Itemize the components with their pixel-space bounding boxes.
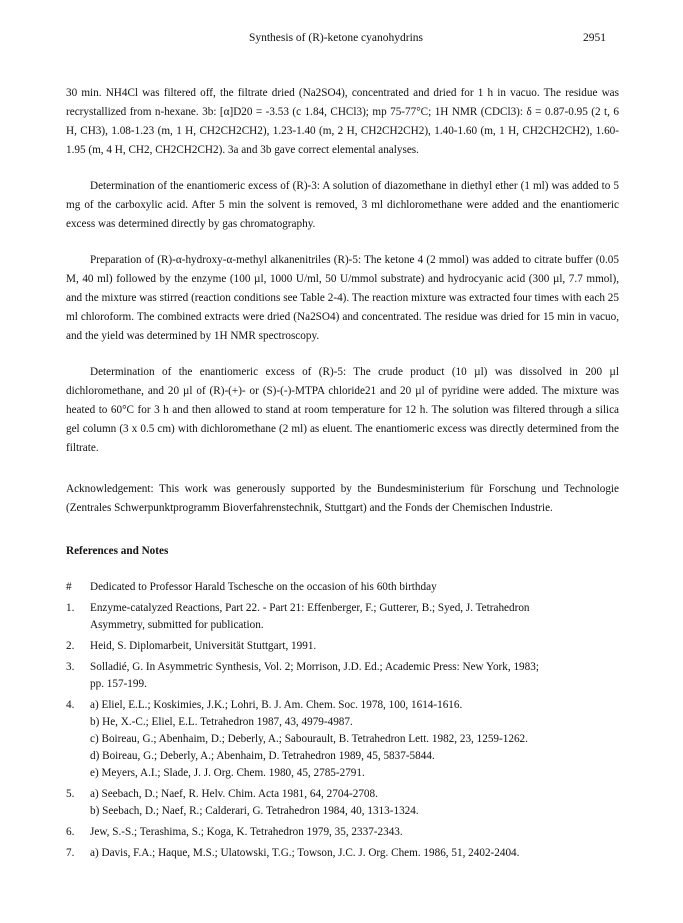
reference-line: b) Seebach, D.; Naef, R.; Calderari, G. Tetrahedron 1984, 40, 1313-1324.: [90, 805, 419, 817]
reference-line: a) Eliel, E.L.; Koskimies, J.K.; Lohri, B. J. Am. Chem. Soc. 1978, 100, 1614-1616.: [90, 699, 463, 711]
experimental-paragraph-continued: 30 min. NH4Cl was filtered off, the filtrate dried (Na2SO4), concentrated and dried for 1 h in vacuo. The residue was recrystallized from n-hexane. 3b: [α]D20 = -3.53 (c 1.84, CHCl3); mp 75-77°C; 1H NMR (CDCl3): δ = 0.87-0.95 (2 t, 6 H, CH3), 1.08-1.23 (m, 1 H, CH2CH2CH2), 1.23-1.40 (m, 2 H, CH2CH2CH2), 1.40-1.60 (m, 1 H, CH2CH2CH2), 1.60-1.95 (m, 4 H, CH2, CH2CH2CH2). 3a and 3b gave correct elemental analyses.: [66, 87, 619, 156]
reference-line: Jew, S.-S.; Terashima, S.; Koga, K. Tetrahedron 1979, 35, 2337-2343.: [90, 826, 403, 838]
reference-item: [66, 659, 619, 693]
reference-line: d) Boireau, G.; Deberly, A.; Abenhaim, D. Tetrahedron 1989, 45, 5837-5844.: [90, 750, 435, 762]
reference-number: 6.: [66, 826, 75, 838]
reference-number: #: [66, 581, 72, 593]
reference-number: 1.: [66, 602, 75, 614]
acknowledgement-paragraph: Acknowledgement: This work was generously supported by the Bundesministerium für Forschung und Technologie (Zentrales Schwerpunktprogramm Bioverfahrenstechnik, Stuttgart) and the Fonds der Chemischen Industrie.: [66, 483, 619, 514]
reference-line: Asymmetry, submitted for publication.: [90, 619, 264, 631]
reference-line: e) Meyers, A.I.; Slade, J. J. Org. Chem. 1980, 45, 2785-2791.: [90, 767, 365, 779]
reference-line: b) He, X.-C.; Eliel, E.L. Tetrahedron 1987, 43, 4979-4987.: [90, 716, 353, 728]
reference-line: c) Boireau, G.; Abenhaim, D.; Deberly, A.; Sabourault, B. Tetrahedron Lett. 1982, 23, 1259-1262.: [90, 733, 528, 745]
references-heading: References and Notes: [66, 545, 169, 557]
reference-number: 5.: [66, 788, 75, 800]
running-title: Synthesis of (R)-ketone cyanohydrins: [248, 32, 424, 44]
reference-number: 3.: [66, 661, 75, 673]
reference-item: [66, 824, 619, 841]
article-body: [66, 84, 619, 862]
reference-number: 2.: [66, 640, 75, 652]
reference-item: [66, 786, 619, 820]
reference-item: [66, 697, 619, 782]
reference-number: 4.: [66, 699, 75, 711]
preparation-5-paragraph: Preparation of (R)-α-hydroxy-α-methyl alkanenitriles (R)-5: The ketone 4 (2 mmol) was added to citrate buffer (0.05 M, 40 ml) followed by the enzyme (100 µl, 1000 U/ml, 50 U/mmol substrate) and hydrocyanic acid (300 µl, 7.7 mmol), and the mixture was stirred (reaction conditions see Table 2-4). The reaction mixture was extracted four times with each 25 ml chloroform. The combined extracts were dried (Na2SO4) and concentrated. The residue was dried for 15 min in vacuo, and the yield was determined by 1H NMR spectroscopy.: [66, 254, 619, 342]
page-number: 2951: [583, 32, 606, 44]
reference-line: Dedicated to Professor Harald Tschesche on the occasion of his 60th birthday: [90, 581, 437, 593]
ee-determination-3-paragraph: Determination of the enantiomeric excess of (R)-3: A solution of diazomethane in diethyl ether (1 ml) was added to 5 mg of the carboxylic acid. After 5 min the solvent is removed, 3 ml dichloromethane were added and the enantiomeric excess was determined directly by gas chromatography.: [66, 180, 619, 230]
reference-line: Heid, S. Diplomarbeit, Universität Stuttgart, 1991.: [90, 640, 317, 652]
reference-line: a) Seebach, D.; Naef, R. Helv. Chim. Acta 1981, 64, 2704-2708.: [90, 788, 378, 800]
reference-line: Solladié, G. In Asymmetric Synthesis, Vol. 2; Morrison, J.D. Ed.; Academic Press: New York, 1983;: [90, 661, 539, 673]
reference-item: [66, 579, 619, 596]
references-list: [66, 579, 619, 862]
reference-item: [66, 600, 619, 634]
reference-item: [66, 845, 619, 862]
running-header: [66, 32, 606, 48]
reference-line: a) Davis, F.A.; Haque, M.S.; Ulatowski, T.G.; Towson, J.C. J. Org. Chem. 1986, 51, 2402-2404.: [90, 847, 520, 859]
reference-line: Enzyme-catalyzed Reactions, Part 22. - Part 21: Effenberger, F.; Gutterer, B.; Syed, J. Tetrahedron: [90, 602, 530, 614]
reference-number: 7.: [66, 847, 75, 859]
reference-line: pp. 157-199.: [90, 678, 147, 690]
reference-item: [66, 638, 619, 655]
ee-determination-5-paragraph: Determination of the enantiomeric excess of (R)-5: The crude product (10 µl) was dissolved in 200 µl dichloromethane, and 20 µl of (R)-(+)- or (S)-(-)-MTPA chloride21 and 20 µl of pyridine were added. The mixture was heated to 60°C for 3 h and then allowed to stand at room temperature for 12 h. The solution was filtered through a silica gel column (3 x 0.5 cm) with dichloromethane (2 ml) as eluent. The enantiomeric excess was directly determined from the filtrate.: [66, 366, 619, 454]
